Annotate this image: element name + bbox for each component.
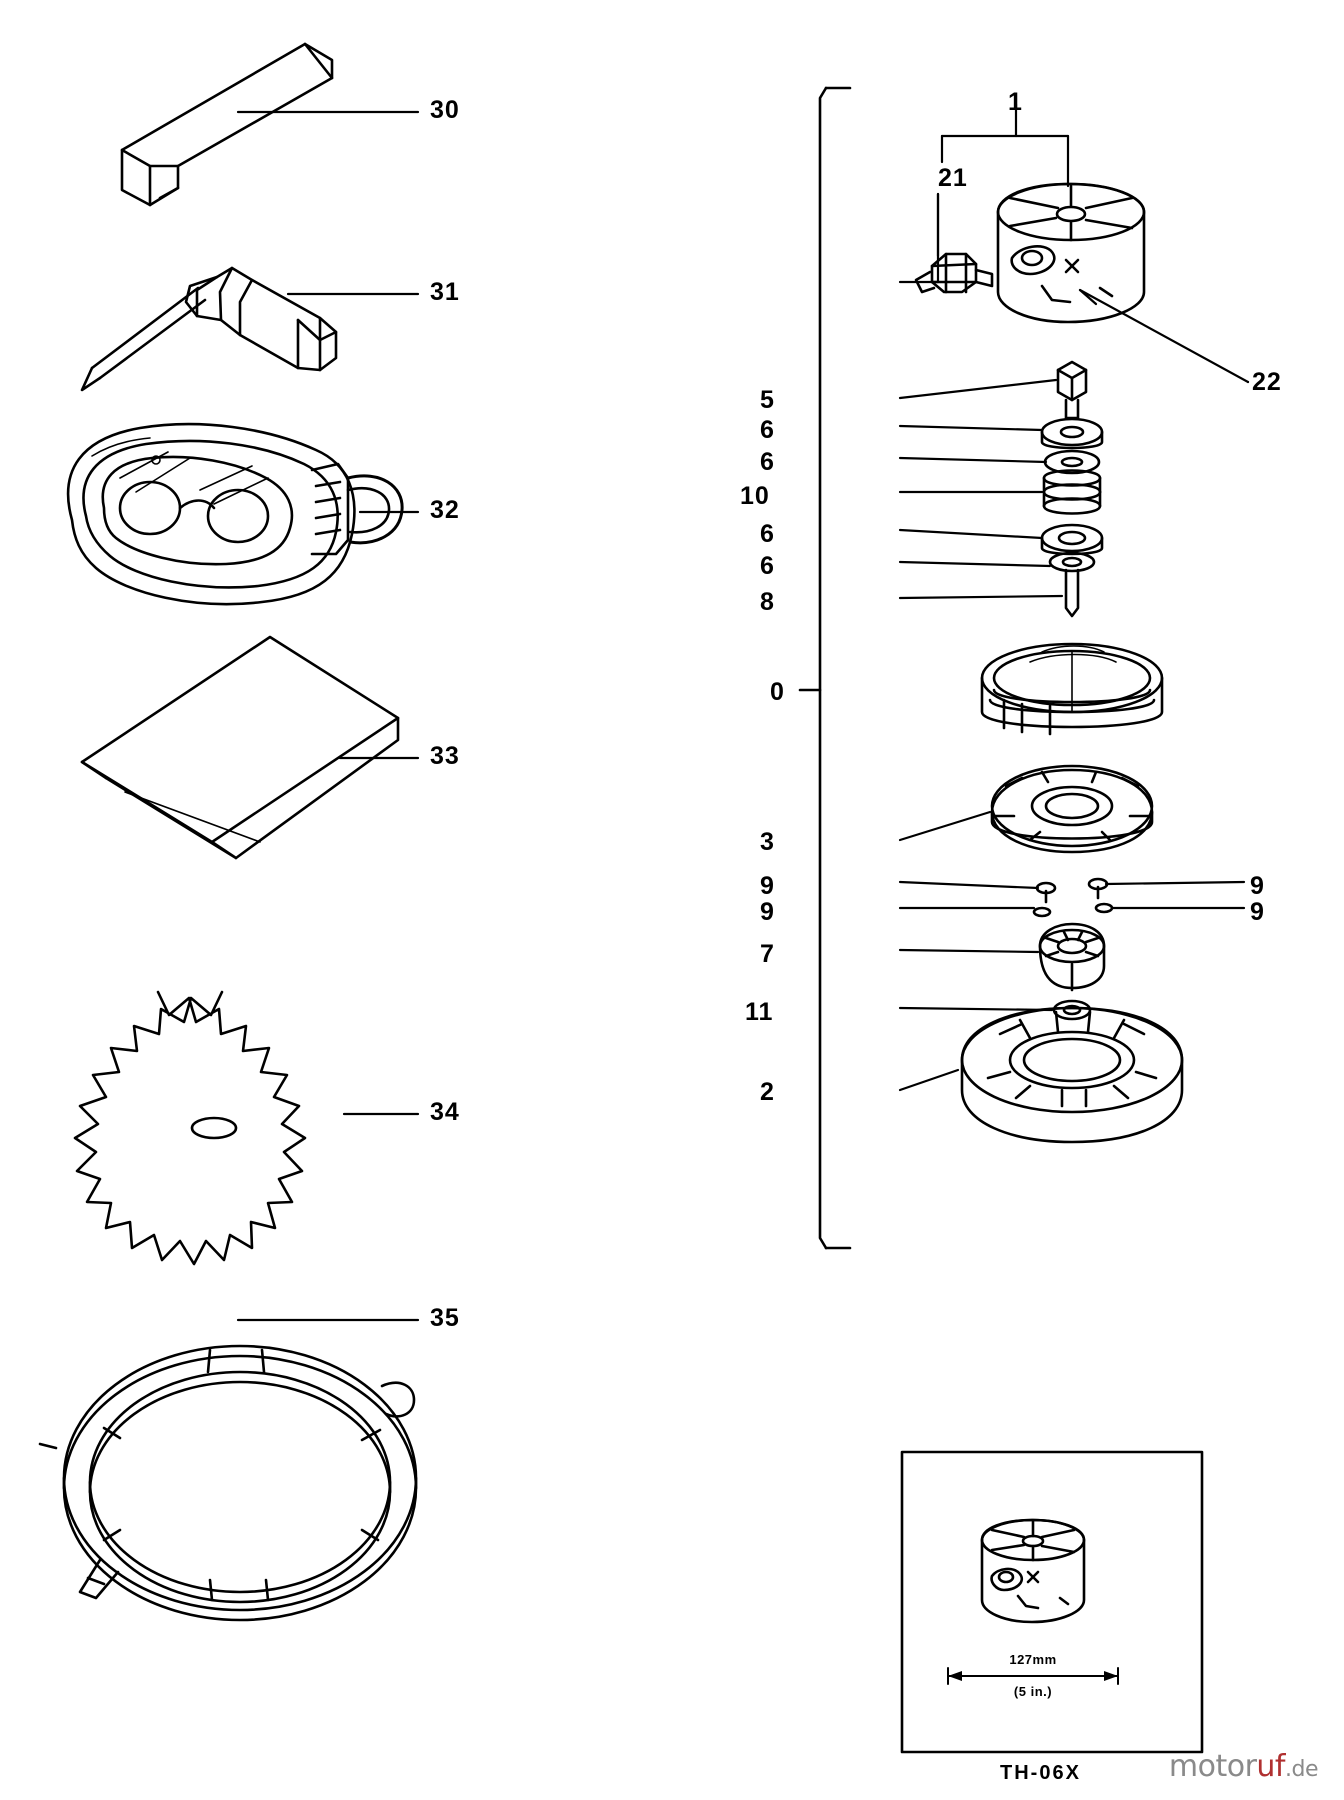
watermark-motor: motor: [1168, 1749, 1257, 1784]
bolt-art: [1058, 362, 1086, 418]
trimmer-head-art: [916, 184, 1144, 322]
callout-6d: 6: [760, 552, 775, 580]
manual-envelope-art: [82, 637, 398, 858]
callout-9b: 9: [760, 898, 775, 926]
assembly-bracket: [800, 88, 850, 1248]
callout-9a: 9: [760, 872, 775, 900]
watermark-uf: uf: [1256, 1749, 1285, 1784]
inset-box: [902, 1452, 1202, 1752]
callout-6c: 6: [760, 520, 775, 548]
safety-goggles-art: [68, 424, 402, 604]
blade-guard-ring-art: [40, 1346, 416, 1620]
callout-10: 10: [740, 482, 770, 510]
retaining-washer-art: [1054, 1001, 1090, 1019]
callout-6a: 6: [760, 416, 775, 444]
callout-11: 11: [745, 998, 774, 1026]
spool-housing-art: [962, 1008, 1182, 1142]
callout-3: 3: [760, 828, 775, 856]
callout-35: 35: [430, 1304, 460, 1332]
hub-art: [1040, 924, 1104, 990]
callout-8: 8: [760, 588, 775, 616]
watermark: [1169, 1749, 1318, 1784]
callout-2: 2: [760, 1078, 775, 1106]
saw-blade-art: [75, 992, 305, 1264]
t-handle-socket-wrench-art: [82, 268, 336, 390]
callout-6b: 6: [760, 448, 775, 476]
callout-1: 1: [1008, 88, 1023, 116]
callout-7: 7: [760, 940, 775, 968]
inset-model-label: TH-06X: [1000, 1762, 1081, 1784]
washer-spring-stack-art: [1042, 419, 1102, 616]
inset-dimension-in: (5 in.): [1013, 1684, 1053, 1699]
callout-21: 21: [938, 164, 968, 192]
spool-plate-art: [992, 766, 1152, 852]
callout-31: 31: [430, 278, 460, 306]
callout-0: 0: [770, 678, 785, 706]
callout-33: 33: [430, 742, 460, 770]
inset-dimension-mm: 127mm: [1009, 1652, 1057, 1667]
callout-34: 34: [430, 1098, 460, 1126]
callout-22: 22: [1252, 368, 1282, 396]
line-spool-art: [982, 644, 1162, 734]
callout-9d: 9: [1250, 898, 1265, 926]
screws-art: [1034, 879, 1112, 916]
watermark-de: .de: [1285, 1757, 1318, 1782]
callout-30: 30: [430, 96, 460, 124]
callout-9c: 9: [1250, 872, 1265, 900]
hex-key-wrench-art: [122, 44, 332, 205]
callout-5: 5: [760, 386, 775, 414]
callout-32: 32: [430, 496, 460, 524]
